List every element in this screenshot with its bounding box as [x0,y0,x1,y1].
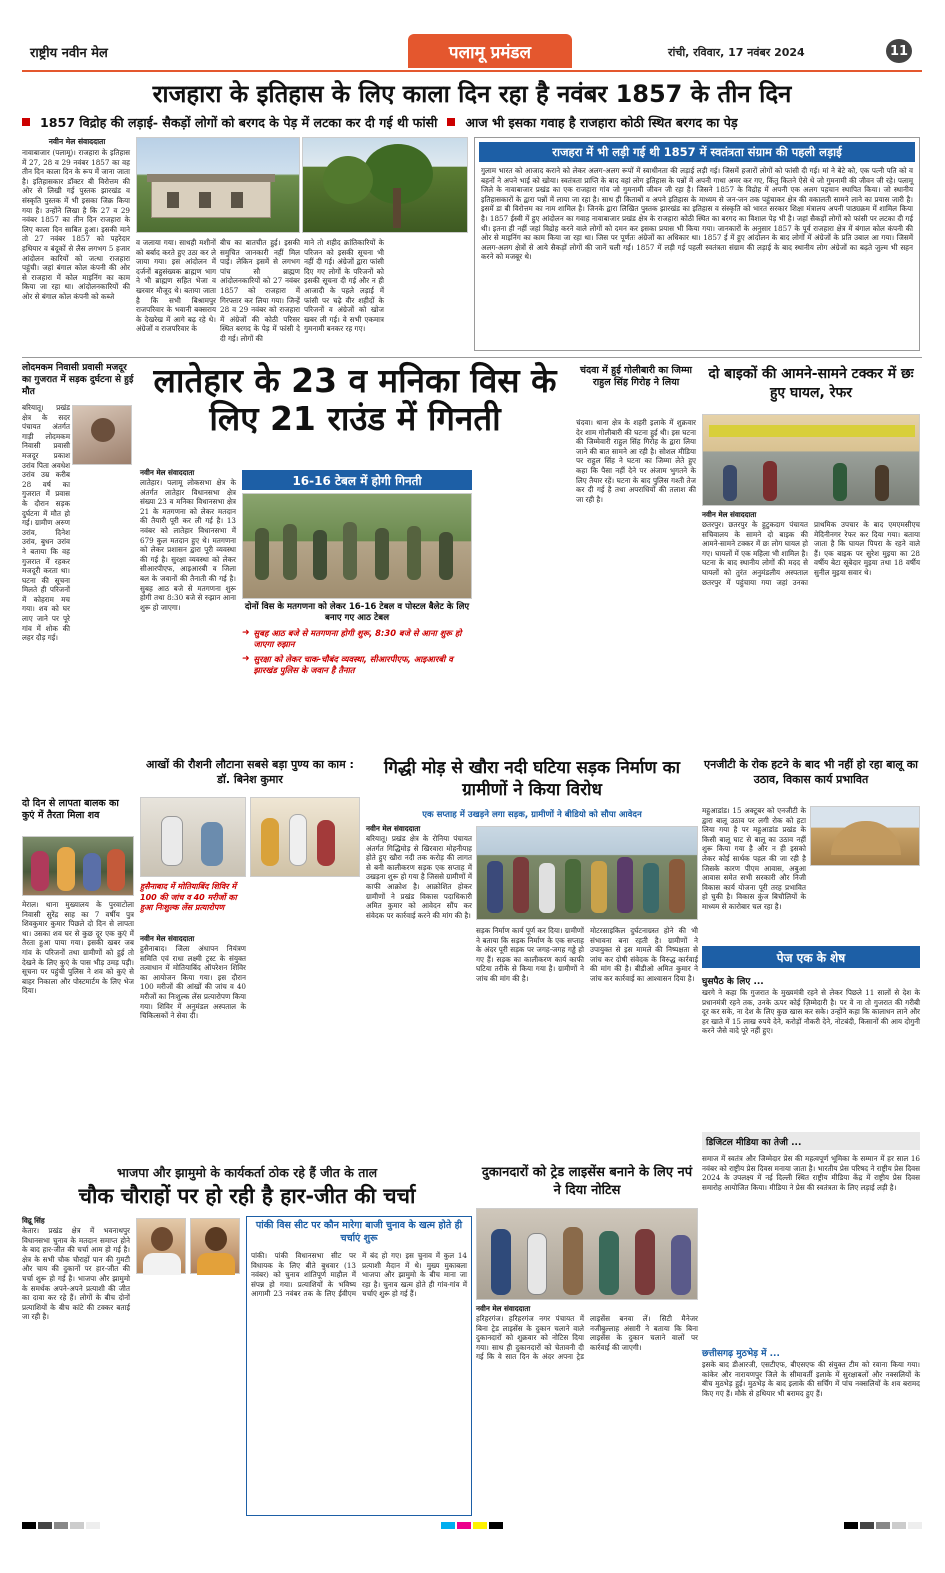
firing-headline: चंदवा में हुई गोलीबारी का जिम्मा राहुल सिंह गिरोह ने लिया [580,365,692,388]
date-line: रांची, रविवार, 17 नवंबर 2024 [668,46,805,59]
lead-right-body: गुलाम भारत को आजाद कराने को लेकर अलग-अलग रूपों में स्वाधीनता की लड़ाई लड़ी गई। जिसमें हजारों लोगों को फांसी दी गई। मां ने बेटे को, एक पत्नी पति को व बहनों ने अपने भाई को खोया। स्वतंत्रता प्राप्ति के बाद वहां लोग इतिहास के पन्नों में अपनी गाथा अमर कर गए, किंतु कितने ऐसे थे जो गुमनामी की जीवन जी रहे। पलामू जिले के नावाबाजार प्रखंड का एक राजहारा गांव जो गुमनामी जीवन जी रहा है। जिसने 1857 के विद्रोह में अपनी एक अलग पहचान स्थापित किया। जो स्थानीय इतिहासकारों के द्वारा पन्नों में लाया जा रहा है। साथ ही किताबों व अपने इतिहास के माध्यम से जन-जन तक पहुंचाकर क्षेत्र की वकालती सामने लाने का प्रयास जारी है। इसमें डा बी विरोत्तम का नाम शामिल है। जिनके द्वारा लिखित पुस्तक झारखंड का इतिहास व संस्कृति को भारत सरकार शिक्षा मंत्रालय अपनी पाठ्यक्रम में शामिल किया है। 1857 ईस्वी में हुए आंदोलन का गवाह नावाबाजार प्रखंड क्षेत्र के राजहारा कोठी स्थित का बरगद का विशाल पेड़ भी है। जहां सैकड़ों लोगों को फांसी पर लटका दी गई थी। इतना ही नहीं जहां विद्रोह करने वाले लोगों को दमन कर इसका प्रयास भी किया गया। जानकारों के अनुसार 1857 के पूर्व राजहारा क्षेत्र में बंगाल कोल कंपनी की ओर से माइनिंग का काम किया जा रहा था। जिस पर पूर्णतः अंग्रेजों का अधिकार था। 1857 ई में हुए आंदोलन के बाद लोगों में अंग्रेजों के प्रति उबाल आ गया। जिसमें अलग-अलग क्षेत्रों से आये सैकड़ों लोगों की जानें चली गई। 1857 में लड़ी गई पहली स्वतंत्रता संग्राम की लड़ाई के बाद स्थानीय लोग अंग्रेजों का बढ़ते जुल्म भी सहन करने को मजबूर थे। [481,166,913,262]
shop-photo [476,1208,698,1300]
lead-kicker-left: 1857 विद्रोह की लड़ाई- सैकड़ों लोगों को बरगद के पेड़ में लटका कर दी गई थी फांसी [40,114,438,130]
lead-body-col4: माने तो शहीद क्रांतिकारियों के परिजन को इसकी सूचना भी नहीं दी गई। अंग्रेजों द्वारा फांसी दिए गए लोगों के परिजनों को इसकी सूचना दी गई और न ही आजादी के पहले लड़ाई में फांसी पर चढ़े वीर शहीदों के परिजनों व अंग्रेजों को खोज खबर ली गई। वे सभी एकमात्र गुमनामी बनकर रह गए। [304,238,384,334]
latehar-banner [242,470,472,490]
latehar-bullet1: ➜ सुबह आठ बजे से मतगणना होगी शुरू, 8:30 बजे से आना शुरू हो जाएगा रुझान [242,628,462,649]
latehar-banner-text: 16-16 टेबल में होगी गिनती [292,473,422,488]
chowk-photo-candidate1 [136,1218,186,1274]
lead-photo-tree [302,137,468,233]
murder-headline: लोदमकम निवासी प्रवासी मजदूर का गुजरात में सड़क दुर्घटना से हुई मौत [22,363,134,397]
rest-s3-title: छत्तीसगढ़ मुठभेड़ में ... [702,1349,780,1359]
bullet-icon [22,118,30,126]
page-number: 11 [886,39,912,63]
pankey-body: पांकी। पांकी विधानसभा सीट पर विधायक के लिए बीते बुधवार (13 नवंबर) को चुनाव शांतिपूर्ण माहौल में संपन्न हो गया। प्रत्याशियों के भविष्य आगामी 23 नवंबर तक के लिए ईवीएम में बंद हो गए। इस चुनाव में कुल 14 प्रत्याशी मैदान में थे। मुख्य मुकाबला भाजपा और झामुमो के बीच माना जा रहा है। चुनाव खत्म होते ही गांव-गांव में चर्चाएं शुरू हो गई हैं। [251,1251,467,1299]
latehar-byline: नवीन मेल संवाददाता [140,468,195,477]
latehar-caption: दोनों विस के मतगणना को लेकर 16-16 टेबल व पोस्टल बैलेट के लिए बनाए गए आठ टेबल [244,602,470,623]
chowk-byline: विद्रू सिंह [22,1216,45,1225]
murder-photo [72,405,132,465]
bullet-icon [447,118,455,126]
lead-photo-building [136,137,300,233]
lead-kicker-right: आज भी इसका गवाह है राजहारा कोठी स्थित बरगद का पेड़ [465,114,738,130]
lead-right-title: राजहरा में भी लड़ी गई थी 1857 में स्वतंत्रता संग्राम की पहली लड़ाई [552,144,842,159]
section-title: पलामू प्रमंडल [448,42,532,63]
page-one-rest-band [702,946,920,968]
lead-kicker-row [22,112,922,132]
protest-subhead: एक सप्ताह में उखड़ने लगा सड़क, ग्रामीणों ने बीडियो को सौपा आवेदन [422,810,642,820]
rest-s2-title-bar [702,1132,920,1150]
eye-photo-left [140,797,246,877]
rest-s3-body: इसके बाद डीआरजी, एसटीएफ, बीएसएफ की संयुक्त टीम को रवाना किया गया। कांकेर और नारायणपुर जिले के सीमावर्ती इलाके में सुरक्षाबलों और नक्सलियों के बीच मुठभेड़ हुई। मुठभेड़ के बाद इलाके की सर्चिंग में पांच नक्सलियों के शव बरामद किए गए हैं। मौके से हथियार भी बरामद हुए हैं। [702,1360,920,1398]
sand-body: महुआडांड। 15 अक्टूबर को एनजीटी के द्वारा बालू उठाव पर लगी रोक को हटा लिया गया है पर महुआडांड प्रखंड के किसी बालू घाट से बालू का उठाव नहीं शुरू किया गया है और न ही इसको लेकर कोई सार्थक पहल की जा रही है जिसके कारण पीएम आवास, अबुआ आवास समेत सभी सरकारी और निजी विकास कार्य योजना पूरी तरह प्रभावित हो चुकी है। विकास कुंज बिचौलियों के माध्यम से कारोबार चल रहा है। [702,806,806,911]
masthead-rule [22,70,922,72]
lead-body-col3: बीच का बातचीत हुई। इसकी समुचित जानकारी नहीं मिल पाई। लेकिन इसमें से लगभग पांच सौ ब्राह्मण आंदोलनकारियों को 27 नवंबर 1857 को राजहारा में गिरफ्तार कर लिया गया। जिन्हें 28 व 29 नवंबर को राजहारा में अंग्रेजों की कोठी परिसर स्थित बरगद के पेड़ में फांसी दे दी गई। लोगों की [220,238,300,343]
bikes-body: छतरपुर। छतरपुर के हुटुकदाग पंचायत सचिवालय के सामने दो बाइक की आमने-सामने टक्कर में छः लोग घायल हो गए। घायलों में एक महिला भी शामिल है। घटना के बाद स्थानीय लोगों की मदद से घायलों को तुरंत अनुमंडलीय अस्पताल छतरपुर में पहुंचाया गया जहां उनका प्राथमिक उपचार के बाद एमएमसीएच मेदिनीनगर रेफर कर दिया गया। बताया जाता है कि घायल पिपरा के रहने वाले हैं। एक बाइक पर सुरेश मुइया का 28 वर्षीय बेटा सूबेदार मुइया तथा 18 वर्षीय सुनील मुइया सवार थे। [702,520,920,587]
protest-headline: गिद्धी मोड़ से खौरा नदी घटिया सड़क निर्माण का ग्रामीणों ने किया विरोध [383,758,681,800]
masthead-logo: राष्ट्रीय नवीन मेल [30,46,108,61]
latehar-body: लातेहार। पलामू लोकसभा क्षेत्र के अंतर्गत लातेहार विधानसभा क्षेत्र संख्या 23 व मनिका विधानसभा क्षेत्र 21 के मतगणना को लेकर मतदान की तैयारी पूरी कर ली गई है। 13 नवंबर को लातेहार विधानसभा में 679 कुल मतदान हुए थे। मतगणना को लेकर प्रशासन द्वारा पूरी व्यवस्था की गई है। सुरक्षा व्यवस्था को लेकर सीआरपीएफ, आइआरबी व जिला बल के जवानों की तैनाती की गई है। सुबह आठ बजे से मतगणना शुरू होगी तथा 8:30 बजे से रुझान आना शुरू हो जाएगा। [140,478,236,612]
eye-body: हुसैनाबाद। जिला अंधापन नियंत्रण समिति एवं राधा लक्ष्मी ट्रस्ट के संयुक्त तत्वाधान में मोतियाबिंद ऑपरेशन शिविर का आयोजन किया गया। इस दौरान 100 मरीजों की आंखों की जांच व 40 मरीजों का निःशुल्क लेंस प्रत्यारोपण किया गया। शिविर में अनुमंडल अस्पताल के चिकित्सकों ने सेवा दी। [140,944,246,1021]
eye-headline: आखों की रौशनी लौटाना सबसे बड़ा पुण्य का काम : डॉ. बिनेश कुमार [146,758,354,786]
chowk-photo-candidate2 [190,1218,240,1274]
shop-headline: दुकानदारों को ट्रेड लाइसेंस बनाने के लिए नपं ने दिया नोटिस [481,1165,693,1198]
protest-byline: नवीन मेल संवाददाता [366,824,421,833]
lead-body-col2: व जलाया गया। साथही मशीनों को बर्बाद करते हुए उठा कर ले जाया गया। इस आंदोलन में दर्जनों बहुसंख्यक ब्राह्मण भाग ने भी ब्राह्मण सहित भेजा व खरवार मौजूद थे। बताया जाता है कि सभी बिश्रामपुर राजपरिवार के भवानी बक्सराय के देखरेख में आगे बढ़ रहे थे। अंग्रेजों व राजपरिवार के [136,238,216,334]
section-divider [22,357,922,358]
latehar-photo [242,493,472,599]
lead-body-col1: नावाबाजार (पलामू)। राजहारा के इतिहास में 27, 28 व 29 नवंबर 1857 का वह तीन दिन काला दिन के रूप में जाना जाता है। इतिहासकार डॉक्टर बी विरोत्तम की ओर से लिखी गई पुस्तक झारखंड व संस्कृति पुस्तक में भी इसका जिक्र किया गया है। उन्होंने लिखा है कि 27 व 29 नवंबर 1857 का तीन दिन राजहारा के लिए काला दिन साबित हुआ। इसकी माने तो 27 नवंबर 1857 को पहरेदार हथियार व बंदूकों से लैस लगभग 5 हजार आंदोलन कारियों को जत्था राजहारा पहुंची। जहां बंगाल कोल कंपनी की ओर से राजहारा में कोल माइनिंग का काम किया जा रहा था। आंदोलनकारियों की ओर से बंगाल कोल कंपनी को कब्जे [22,148,130,301]
firing-body-left [476,420,572,750]
sand-photo [810,806,920,866]
chowk-body: केतार। प्रखंड क्षेत्र में भवनाथपुर विधानसभा चुनाव के मतदान समाप्त होने के बाद हार-जीत की चर्चा आम हो गई है। क्षेत्र के सभी चौक चौराहों पान की गुमटी और चाय की दुकानों पर हार-जीत की चर्चा शुरू हो गई है। भाजपा और झामुमो के समर्थक अपने-अपने प्रत्याशी की जीत का दावा कर रहे हैं। लोगों के बीच दोनों प्रत्याशियों के बीच कांटे की टक्कर बताई जा रही है। [22,1226,130,1322]
lead-right-title-bar [479,142,915,162]
rest-s2-body: समाज में स्वतंत्र और जिम्मेदार प्रेस की महत्वपूर्ण भूमिका के सम्मान में हर साल 16 नवंबर को राष्ट्रीय प्रेस दिवस मनाया जाता है। भारतीय प्रेस परिषद ने राष्ट्रीय प्रेस दिवस 2024 के उपलक्ष्य में नई दिल्ली स्थित राष्ट्रीय मीडिया केंद्र में राष्ट्रीय प्रेस दिवस समारोह आयोजित किया। मीडिया ने प्रेस की स्वतंत्रता के लिए लड़ाई लड़ी है। [702,1154,920,1192]
arrow-icon: ➜ [242,654,250,664]
missing-photo [22,836,134,896]
bikes-headline: दो बाइकों की आमने-सामने टक्कर में छः हुए घायल, रेफर [708,366,914,401]
rest-s2-title: डिजिटल मीडिया का तेजी ... [706,1138,802,1148]
shop-body: हरिहरगंज। हरिहरगंज नगर पंचायत में बिना ट्रेड लाइसेंस के दुकान चलाने वाले दुकानदारों को शुक्रवार को नोटिस दिया गया। साथ ही दुकानदारों को चेतावनी दी गई कि वे सात दिन के अंदर अपना ट्रेड लाइसेंस बनवा लें। सिटी मैनेजर नजीबुल्लाह अंसारी ने बताया कि बिना लाइसेंस के दुकान चलाने वालों पर कार्रवाई की जाएगी। [476,1314,698,1362]
protest-photo [476,826,698,920]
arrow-icon: ➜ [242,628,250,638]
missing-headline: दो दिन से लापता बालक का कुएं में तैरता मिला शव [22,798,119,821]
lead-byline: नवीन मेल संवाददाता [48,137,106,146]
pankey-title: पांकी विस सीट पर कौन मारेगा बाजी चुनाव के खत्म होते ही चर्चाएं शुरू [255,1220,463,1244]
page-one-rest-title: पेज एक के शेष [776,950,846,965]
section-tab [408,34,572,68]
chowk-headline: चौक चौराहों पर हो रही है हार-जीत की चर्चा [78,1184,416,1208]
bikes-photo [702,414,920,506]
protest-body2: सड़क निर्माण कार्य पूर्ण कर दिया। ग्रामीणों ने बताया कि सड़क निर्माण के एक सप्ताह के अंदर पूरी सड़क पर जगह-जगह गड्ढे हो गए हैं। सड़क का कालीकरण कार्य काफी घटिया तरीके से किया गया है। ग्रामीणों ने जांच की मांग की है। [476,926,584,983]
bikes-byline: नवीन मेल संवाददाता [702,510,757,519]
eye-byline: नवीन मेल संवाददाता [140,934,195,943]
firing-body: चंदवा। थाना क्षेत्र के शहरी इलाके में शुक्रवार देर शाम गोलीबारी की घटना हुई थी। इस घटना की जिम्मेवारी राहुल सिंह गिरोह के द्वारा लिया जाने की बात सामने आ रही है। सोशल मीडिया पर राहुल सिंह ने घटना का जिम्मा लेते हुए कहा कि पैसा नहीं देने पर अंजाम भुगतने के लिए तैयार रहें। घटना के बाद पुलिस गश्ती तेज कर दी गई है तथा अपराधियों की तलाश की जा रही है। [576,418,696,504]
shop-byline: नवीन मेल संवाददाता [476,1304,531,1313]
masthead [22,34,922,68]
latehar-bullet2: ➜ सुरक्षा को लेकर चाक-चौबंद व्यवस्था, सीआरपीएफ, आइआरबी व झारखंड पुलिस के जवान है तैनात [242,654,453,675]
protest-body1: बरियातू। प्रखंड क्षेत्र के रोनिया पंचायत अंतर्गत गिद्धिमोड़ से खिरवारा मोहनीयाह होते हुए खौरा नदी तक करोड़ की लागत से बनी कालीकरण सड़क एक सप्ताह में उखड़ना शुरू हो गया है जिससे ग्रामीणों में काफी आक्रोश है। आक्रोशित होकर ग्रामीणों ने प्रखंड विकास पदाधिकारी अमित कुमार को आवेदन सौंप कर संवेदक पर कार्रवाई करने की मांग की है। [366,834,472,920]
protest-body3: मोटरसाइकिल दुर्घटनाग्रस्त होने की भी संभावना बना रहती है। ग्रामीणों ने उपायुक्त से इस मामले की निष्पक्षता से जांच कर दोषी संवेदक के विरुद्ध कार्रवाई की मांग की है। बीडीओ अमित कुमार ने जांच कर कार्रवाई का आश्वासन दिया है। [590,926,698,983]
chowk-kicker: भाजपा और झामुमो के कार्यकर्ता ठोक रहे हैं जीत के ताल [116,1165,378,1180]
murder-body: बरियातू। प्रखंड क्षेत्र के सदर पंचायत अंतर्गत गाड़ी लोदमकम निवासी प्रवासी मजदूर प्रकाश उरांव पिता अवधेश उरांव उम्र करीब 28 वर्ष का गुजरात में प्रवास के दौरान सड़क दुर्घटना में मौत हो गई। ग्रामीण अरुण उरांव, दिनेश उरांव, बुधन उरांव ने बताया कि वह गुजरात में रहकर मजदूरी करता था। घटना की सूचना मिलते ही परिजनों में कोहराम मच गया। शव को घर लाए जाने पर पूरे गांव में शोक की लहर दौड़ गई। [22,403,71,643]
chowk-body-col2 [136,1278,240,1516]
missing-body: मेराल। थाना मुख्यालय के पुरवाटोला निवासी सुरेंद्र साह का 7 वर्षीय पुत्र शिवकुमार कुमार पिछले दो दिन से लापता था। उसका शव घर से कुछ दूर एक कुएं में तैरता हुआ पाया गया। इसकी खबर जब गांव के परिजनों तथा ग्रामीणों को हुई तो देखने के लिए कुएं के पास भीड़ उमड़ पड़ी। सूचना पर पहुंची पुलिस ने शव को कुएं से बाहर निकाला और पोस्टमार्टम के लिए भेज दिया। [22,900,134,996]
eye-caption: हुसैनाबाद में मोतियाबिंद शिविर में 100 की जांच व 40 मरीजों का हुआ निःशुल्क लेंस प्रत्यारोपण [140,882,237,912]
murder-body-cont [22,468,134,793]
lead-right-box [474,137,920,351]
rest-s1-title: घुसपैठ के लिए ... [702,977,764,987]
latehar-headline: लातेहार के 23 व मनिका विस के लिए 21 राउंड में गिनती [153,361,557,438]
eye-photo-right [250,797,360,877]
rest-s1-body: खरगे ने कहा कि गुजरात के मुख्यमंत्री रहने से लेकर पिछले 11 सालों से देश के प्रधानमंत्री रहने तक, उनके ऊपर कोई ज़िम्मेदारी है। पर वे ना तो गुजरात की गरीबी दूर कर सके, ना देश के लिए कुछ खास कर सके। उन्होंने कहा कि कालाधन लाने और हर खाते में 15 लाख रुपये देने, करोड़ों नौकरी देने, नोटबंदी, किसानों की आय दोगुनी करने जैसे वादे पूरे नहीं हुए। [702,988,920,1036]
lead-headline: राजहारा के इतिहास के लिए काला दिन रहा है नवंबर 1857 के तीन दिन [152,80,792,108]
lead-body-col5 [388,238,468,353]
footer-color-bar [22,1520,922,1530]
eye-body-cont [250,882,360,1158]
pankey-box [246,1216,472,1516]
sand-headline: एनजीटी के रोक हटने के बाद भी नहीं हो रहा बालू का उठाव, विकास कार्य प्रभावित [703,758,918,786]
latehar-body-cont [242,682,472,752]
